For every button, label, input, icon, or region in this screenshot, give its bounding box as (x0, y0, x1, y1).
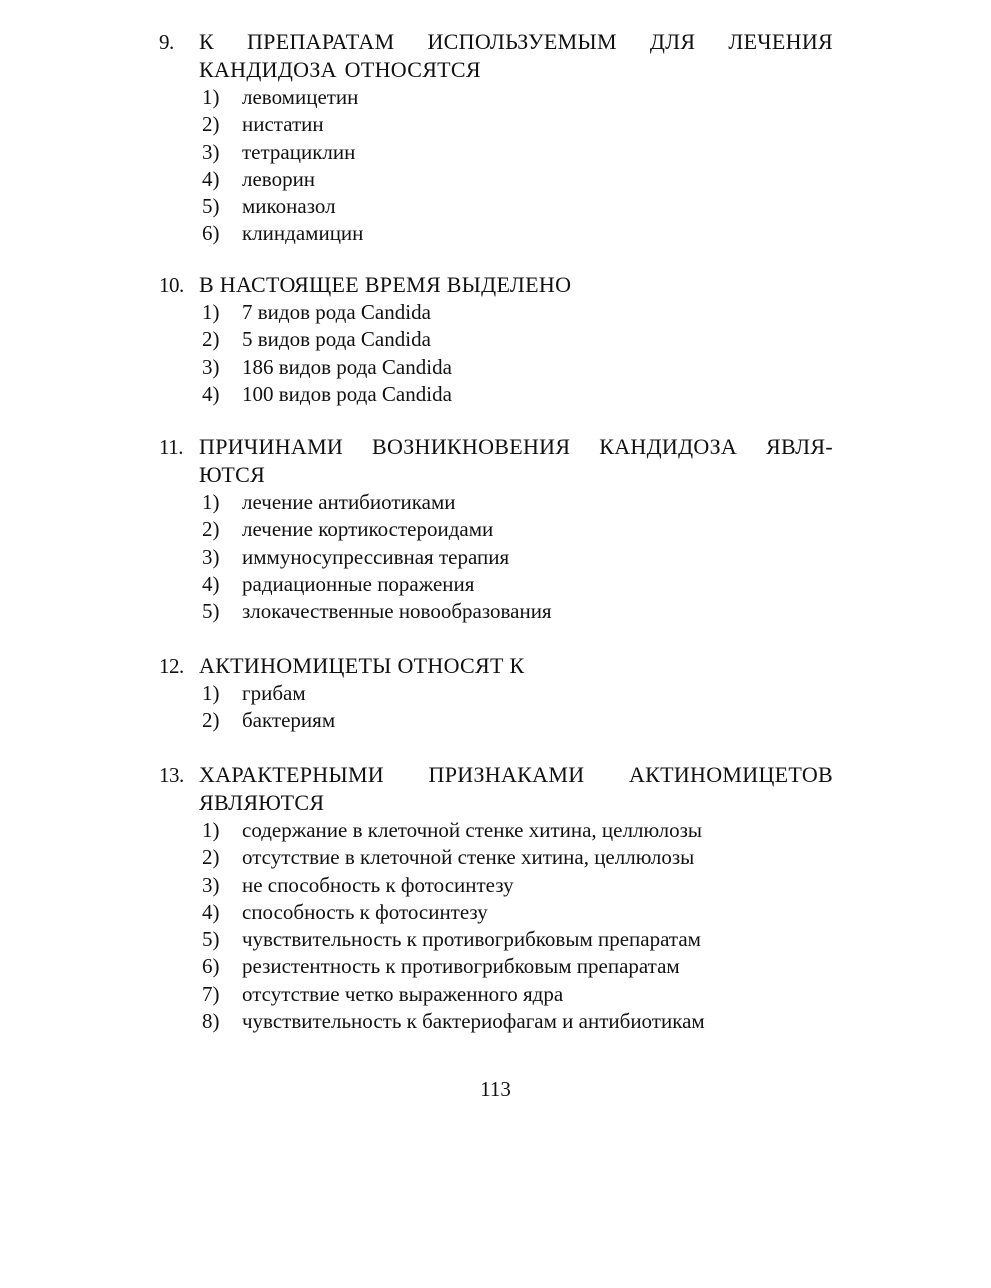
question-header (159, 761, 833, 817)
option-text: тетрациклин (242, 139, 356, 164)
answer-option (159, 1008, 833, 1035)
answer-option (159, 299, 833, 326)
answer-option (159, 220, 833, 247)
answer-options (159, 680, 833, 735)
option-text: лечение кортикостероидами (242, 517, 494, 542)
option-number: 2) (202, 845, 220, 870)
question-header (159, 433, 833, 489)
answer-options (159, 299, 833, 408)
option-number: 3) (202, 354, 220, 379)
option-number: 2) (202, 517, 220, 542)
answer-option (159, 844, 833, 871)
option-number: 4) (202, 899, 220, 924)
option-text: лечение антибиотиками (242, 490, 456, 514)
answer-option (159, 354, 833, 381)
option-text: нистатин (242, 112, 324, 137)
option-number: 2) (202, 112, 220, 137)
option-text: содержание в клеточной стенке хитина, целлюлозы (242, 818, 703, 842)
option-number: 5) (202, 927, 220, 952)
answer-option (159, 680, 833, 707)
question-number: 9. (159, 30, 174, 54)
answer-option (159, 817, 833, 844)
option-number: 1) (202, 818, 220, 842)
question-number: 10. (159, 273, 184, 297)
answer-option (159, 598, 833, 625)
question-number: 11. (159, 435, 183, 459)
page-number: 113 (480, 1077, 511, 1101)
question-text: ПРИЧИНАМИ ВОЗНИКНОВЕНИЯ КАНДИДОЗА ЯВЛЯ-ЮТСЯ (199, 434, 833, 487)
question-number: 13. (159, 763, 184, 787)
option-text: радиационные поражения (242, 571, 475, 596)
option-text: злокачественные новообразования (242, 599, 552, 624)
question-text: В НАСТОЯЩЕЕ ВРЕМЯ ВЫДЕЛЕНО (199, 272, 572, 297)
option-number: 1) (202, 85, 220, 109)
question-12 (159, 652, 833, 735)
option-text: леворин (242, 166, 316, 191)
option-number: 5) (202, 194, 220, 219)
question-header (159, 271, 833, 299)
question-text: ХАРАКТЕРНЫМИ ПРИЗНАКАМИ АКТИНОМИЦЕТОВ ЯВЛЯЮТСЯ (199, 762, 833, 815)
option-number: 1) (202, 681, 220, 705)
option-number: 6) (202, 221, 220, 246)
option-text: не способность к фотосинтезу (242, 872, 514, 897)
answer-option (159, 516, 833, 543)
option-number: 3) (202, 139, 220, 164)
question-10 (159, 271, 833, 408)
question-text: АКТИНОМИЦЕТЫ ОТНОСЯТ К (199, 653, 525, 678)
option-number: 4) (202, 166, 220, 191)
answer-option (159, 926, 833, 953)
option-text: бактериям (242, 708, 336, 733)
option-number: 1) (202, 490, 220, 514)
answer-option (159, 139, 833, 166)
question-text: К ПРЕПАРАТАМ ИСПОЛЬЗУЕМЫМ ДЛЯ ЛЕЧЕНИЯ КАНДИДОЗА ОТНОСЯТСЯ (199, 29, 833, 82)
option-number: 8) (202, 1009, 220, 1034)
answer-option (159, 111, 833, 138)
answer-option (159, 872, 833, 899)
option-number: 4) (202, 571, 220, 596)
option-text: 7 видов рода Candida (242, 300, 431, 324)
answer-option (159, 84, 833, 111)
answer-option (159, 544, 833, 571)
option-text: клиндамицин (242, 221, 364, 246)
option-number: 6) (202, 954, 220, 979)
option-number: 3) (202, 544, 220, 569)
option-number: 7) (202, 981, 220, 1006)
option-text: чувствительность к противогрибковым препаратам (242, 927, 701, 952)
question-13 (159, 761, 833, 1035)
option-text: отсутствие в клеточной стенке хитина, целлюлозы (242, 845, 695, 870)
option-number: 3) (202, 872, 220, 897)
option-number: 1) (202, 300, 220, 324)
option-text: резистентность к противогрибковым препаратам (242, 954, 680, 979)
answer-option (159, 326, 833, 353)
option-number: 4) (202, 381, 220, 406)
question-number: 12. (159, 654, 184, 678)
option-number: 5) (202, 599, 220, 624)
answer-option (159, 381, 833, 408)
answer-options (159, 489, 833, 625)
option-number: 2) (202, 708, 220, 733)
answer-option (159, 571, 833, 598)
answer-option (159, 166, 833, 193)
question-header (159, 28, 833, 84)
answer-option (159, 899, 833, 926)
option-text: 186 видов рода Candida (242, 354, 452, 379)
option-text: способность к фотосинтезу (242, 899, 488, 924)
answer-option (159, 953, 833, 980)
question-11 (159, 433, 833, 625)
option-text: грибам (242, 681, 306, 705)
option-text: иммуносупрессивная терапия (242, 544, 510, 569)
option-text: миконазол (242, 194, 336, 219)
answer-option (159, 489, 833, 516)
answer-options (159, 84, 833, 248)
option-text: 100 видов рода Candida (242, 381, 452, 406)
answer-option (159, 707, 833, 734)
question-9 (159, 28, 833, 248)
question-header (159, 652, 833, 680)
option-text: 5 видов рода Candida (242, 327, 431, 352)
option-text: отсутствие четко выраженного ядра (242, 981, 564, 1006)
option-number: 2) (202, 327, 220, 352)
answer-option (159, 981, 833, 1008)
option-text: левомицетин (242, 85, 359, 109)
option-text: чувствительность к бактериофагам и антибиотикам (242, 1009, 705, 1034)
answer-option (159, 193, 833, 220)
answer-options (159, 817, 833, 1035)
